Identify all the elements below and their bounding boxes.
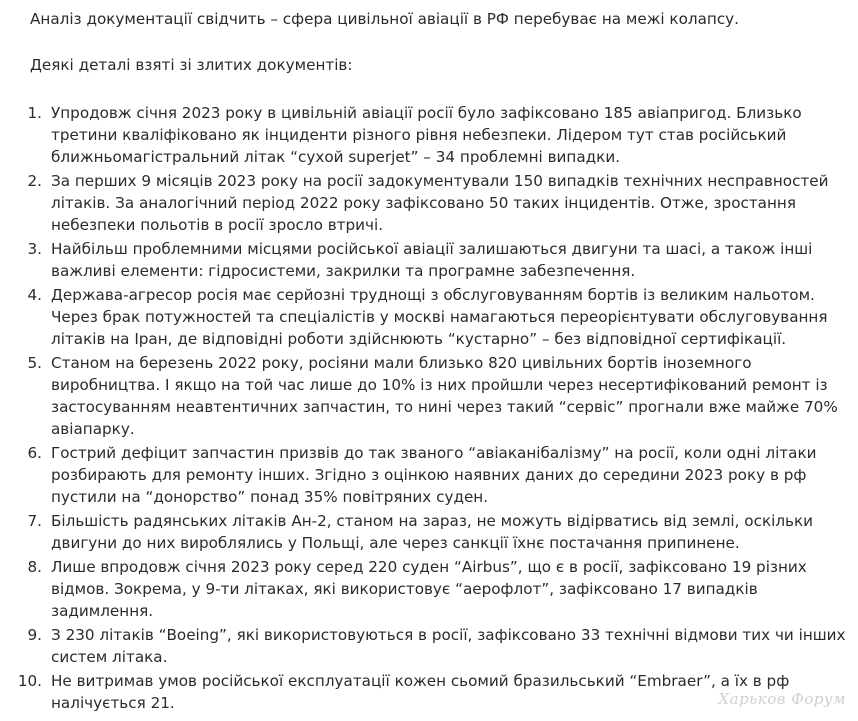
list-item-number: 3 . [14,238,42,260]
list-item-number: 2 . [14,170,42,192]
list-item-text: Більшість радянських літаків Ан-2, станом на зараз, не можуть відірватись від землі, оскільки двигуни до них вироблялись у Польщі, але через санкції їхнє постачання припинене. [51,512,814,552]
list-item-text: Не витримав умов російської експлуатації кожен сьомий бразильський “Embraer”, а їх в рф налічується 21. [51,672,790,712]
list-item [27,510,850,554]
list-item-text: За перших 9 місяців 2023 року на росії задокументували 150 випадків технічних несправностей літаків. За аналогічний період 2022 року зафіксовано 50 таких інцидентів. Отже, зростання небезпеки польотів в росії зросло втричі. [51,172,829,234]
list-item [27,238,850,282]
list-item-text: З 230 літаків “Boeing”, які використовуються в росії, зафіксовано 33 технічні відмови тих чи інших систем літака. [51,626,846,666]
list-item-number: 7 . [14,510,42,532]
list-item-number: 6 . [14,442,42,464]
details-heading: Деякі деталі взяті зі злитих документів: [30,56,353,74]
list-item-number: 5 . [14,352,42,374]
list-item-number: 1 . [14,102,42,124]
list-item-text: Станом на березень 2022 року, росіяни мали близько 820 цивільних бортів іноземного виробництва. І якщо на той час лише до 10% із них пройшли через несертифікований ремонт із застосуванням неавтентичних запчастин, то нині через такий “сервіс” прогнали вже майже 70% авіапарку. [51,354,838,438]
details-list [17,102,850,714]
list-item-text: Лише впродовж січня 2023 року серед 220 суден “Airbus”, що є в росії, зафіксовано 19 різних відмов. Зокрема, у 9-ти літаках, які використовує “аерофлот”, зафіксовано 17 випадків задимлення. [51,558,807,620]
list-item-text: Гострий дефіцит запчастин призвів до так званого “авіаканібалізму” на росії, коли одні літаки розбирають для ремонту інших. Згідно з оцінкою наявних даних до середини 2023 року в рф пустили на “донорство” понад 35% повітряних суден. [51,444,817,506]
list-item-number: 10 . [14,670,42,692]
list-item-number: 9 . [14,624,42,646]
list-item [27,284,850,350]
list-item [27,102,850,168]
list-item-number: 8 . [14,556,42,578]
list-item [27,170,850,236]
list-item [27,556,850,622]
list-item [27,442,850,508]
list-item-number: 4 . [14,284,42,306]
article-body [17,8,850,716]
list-item-text: Найбільш проблемними місцями російської авіації залишаються двигуни та шасі, а також інші важливі елементи: гідросистеми, закрилки та програмне забезпечення. [51,240,813,280]
intro-paragraph: Аналіз документації свідчить – сфера цивільної авіації в РФ перебуває на межі колапсу. [30,10,739,28]
list-item [27,352,850,440]
list-item-text: Держава-агресор росія має серйозні труднощі з обслуговуванням бортів із великим нальотом. Через брак потужностей та спеціалістів у москві намагаються переорієнтувати обслуговування літаків на Іран, де відповідні роботи здійснюють “кустарно” – без відповідної сертифікації. [51,286,828,348]
forum-watermark: Харьков Форум [718,690,846,708]
list-item [27,624,850,668]
list-item-text: Упродовж січня 2023 року в цивільній авіації росії було зафіксовано 185 авіапригод. Близько третини кваліфіковано як інциденти різного рівня небезпеки. Лідером тут став російський ближньомагістральний літак “сухой superjet” – 34 проблемні випадки. [51,104,802,166]
